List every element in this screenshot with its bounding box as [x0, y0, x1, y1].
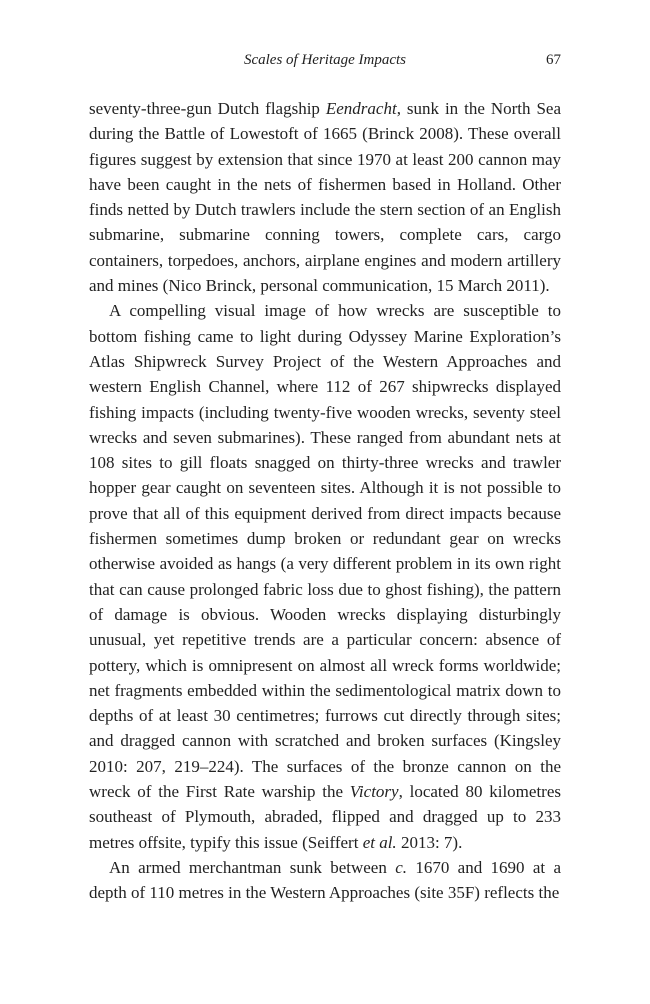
running-title: Scales of Heritage Impacts — [243, 52, 407, 68]
running-head — [0, 50, 650, 72]
italic-ship-name: Victory — [349, 782, 399, 802]
body-text — [89, 96, 561, 906]
paragraph-3 — [89, 855, 561, 906]
text-run: , located 80 kilometres southeast of Plymouth, abraded, flipped and dragged up to 233 metres offsite, typify this issue (Seiffert — [89, 782, 561, 852]
text-run: seventy-three-gun Dutch flagship — [89, 99, 326, 118]
italic-et-al: et al. — [362, 832, 397, 852]
italic-circa: c. — [395, 857, 407, 877]
paragraph-2 — [89, 298, 561, 855]
text-run: 2013: 7). — [396, 832, 463, 852]
text-run: An armed merchantman sunk between — [109, 857, 396, 877]
italic-ship-name: Eendracht — [325, 99, 397, 118]
page-number: 67 — [546, 52, 561, 68]
text-run: A compelling visual image of how wrecks are susceptible to bottom fishing came to light during Odyssey Marine Exploration’s Atlas Shipwreck Survey Project of the Western Approaches and western English Channel, where 112 of 267 shipwrecks displayed fishing impacts (including twenty-five wooden wrecks, seventy steel wrecks and seven submarines). These ranged from abundant nets at 108 sites to gill floats snagged on thirty-three wrecks and trawler hopper gear caught on seventeen sites. Although it is not possible to prove that all of this equipment derived from direct impacts because fishermen sometimes dump broken or redundant gear on wrecks otherwise avoided as hangs (a very different problem in its own right that can cause prolonged fabric loss due to ghost fishing), the pattern of damage is obvious. Wooden wrecks displaying disturbingly unusual, yet repetitive trends are a particular concern: absence of pottery, which is omnipresent on almost all wreck forms worldwide; net fragments embedded within the sedimentological matrix down to depths of at least 30 centimetres; furrows cut directly through sites; and dragged cannon with scratched and broken surfaces (Kingsley 2010: 207, 219–224). The surfaces of the bronze cannon on the wreck of the First Rate warship the — [89, 301, 561, 802]
paragraph-1 — [89, 96, 561, 298]
text-run: , sunk in the North Sea during the Battle of Lowestoft of 1665 (Brinck 2008). These overall figures suggest by extension that since 1970 at least 200 cannon may have been caught in the nets of fishermen based in Holland. Other finds netted by Dutch trawlers include the stern section of an English submarine, submarine conning towers, complete cars, cargo containers, torpedoes, anchors, airplane engines and modern artillery and mines (Nico Brinck, personal communication, 15 March 2011). — [89, 99, 561, 296]
text-run: 1670 and 1690 at a depth of 110 metres in the Western Approaches (site 35F) reflects the — [89, 857, 562, 903]
